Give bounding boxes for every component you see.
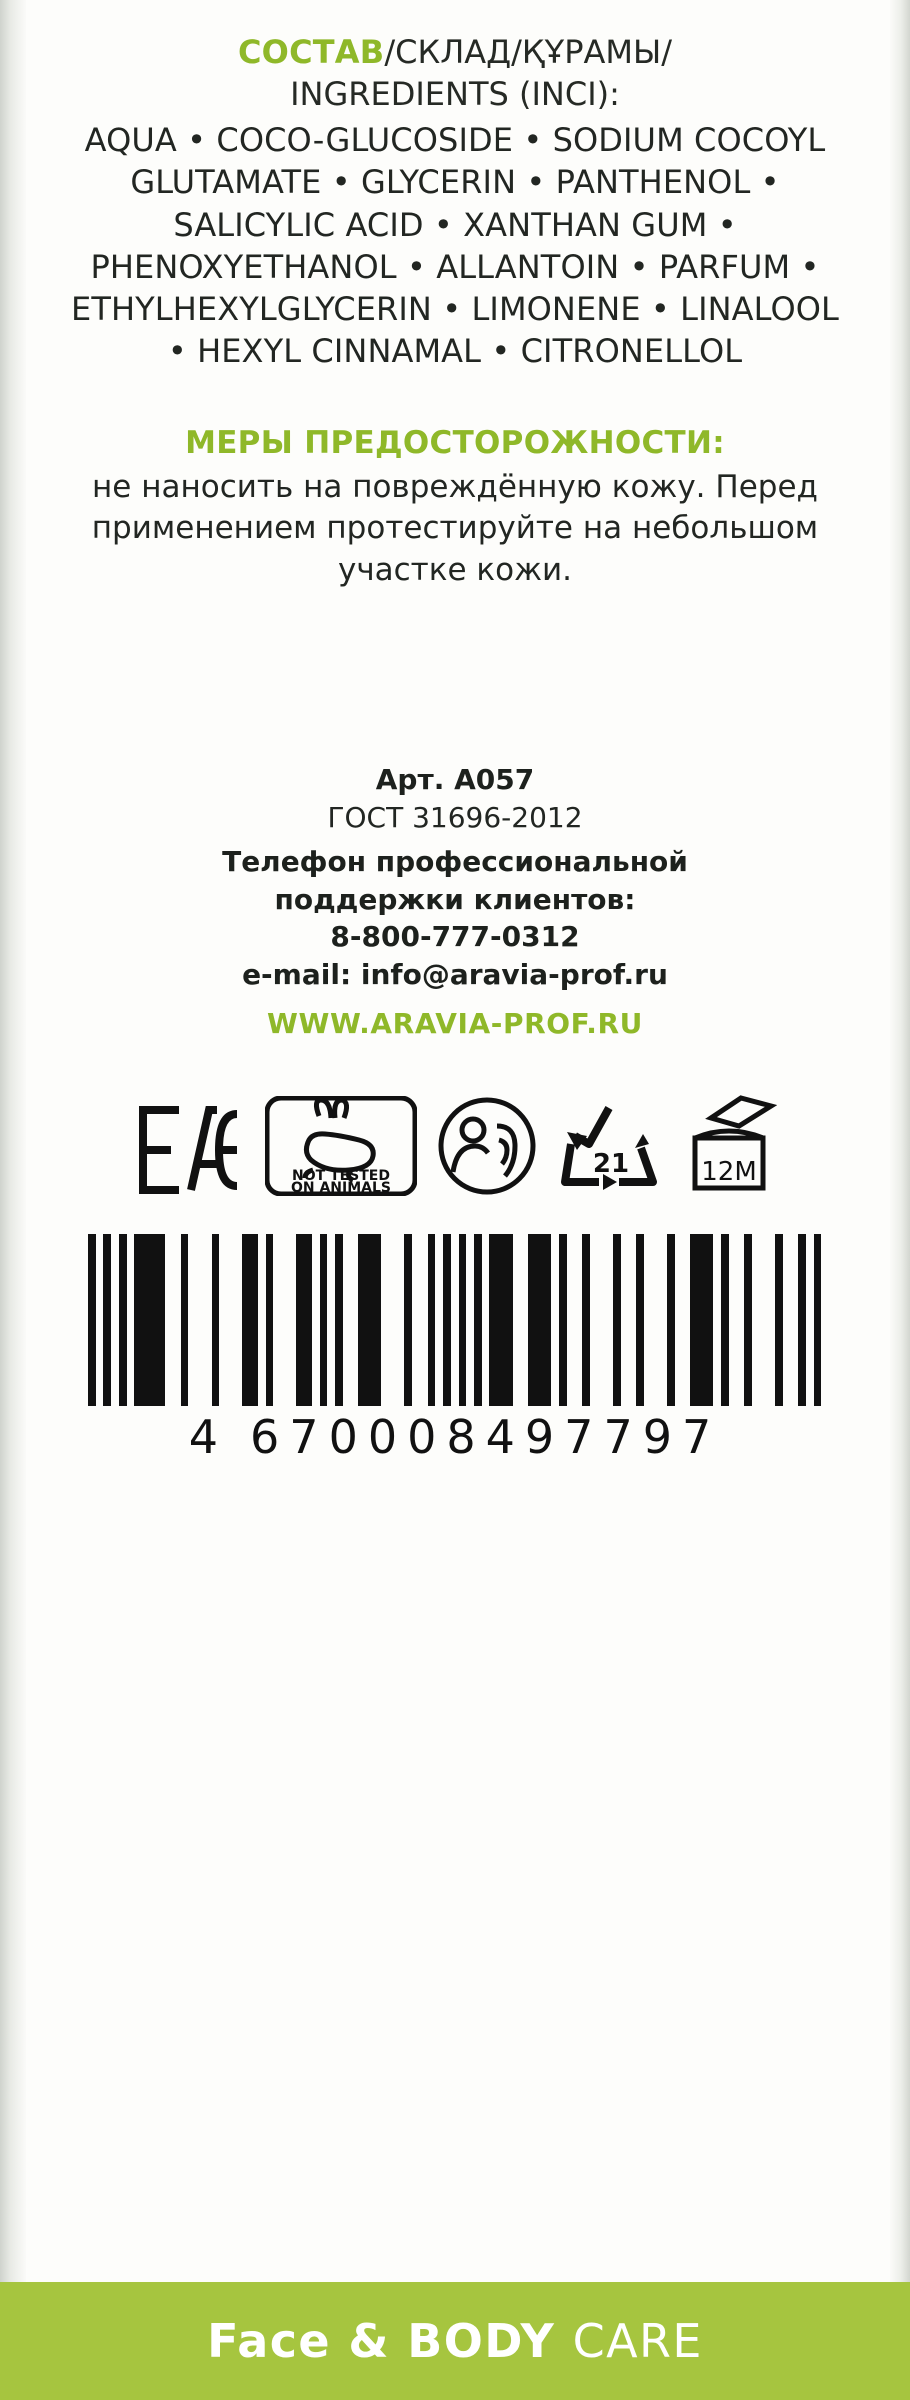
ingredients-heading-inci: INGREDIENTS (INCI): xyxy=(290,74,620,113)
support-phone: 8-800-777-0312 xyxy=(330,920,580,954)
not-tested-on-animals-icon xyxy=(265,1096,417,1196)
barcode-first-digit: 4 xyxy=(188,1409,229,1464)
caution-title: МЕРЫ ПРЕДОСТОРОЖНОСТИ: xyxy=(185,424,725,461)
caution-text: не наносить на повреждённую кожу. Перед применением протестируйте на небольшом участке кожи. xyxy=(91,468,819,588)
footer-text-bold: Face & BODY xyxy=(207,2314,556,2368)
recycle-code-label: 21 xyxy=(592,1148,630,1179)
article-number: Арт. A057 xyxy=(375,763,535,797)
support-email: e-mail: info@aravia-prof.ru xyxy=(242,958,668,992)
not-tested-label-line1: NOT TESTED xyxy=(292,1167,390,1184)
ingredients-heading-ru: СОСТАВ xyxy=(237,33,385,71)
period-after-opening-icon xyxy=(681,1092,777,1196)
support-label-line1: Телефон профессиональной xyxy=(222,845,688,879)
manufacturer-info-section xyxy=(58,761,852,1039)
pao-label: 12M xyxy=(701,1156,757,1187)
recycle-triangle-icon xyxy=(557,1100,661,1196)
ingredients-list: AQUA • COCO-GLUCOSIDE • SODIUM COCOYL GLUTAMATE • GLYCERIN • PANTHENOL • SALICYLIC ACID • XANTHAN GUM • PHENOXYETHANOL • ALLANTOIN • PARFUM • ETHYLHEXYLGLYCERIN • LIMONENE • LINALOOL • HEXYL CINNAMAL • CITRONELLOL xyxy=(71,121,839,371)
barcode-block xyxy=(58,1234,852,1464)
eac-mark-icon xyxy=(133,1104,245,1196)
website-url: WWW.ARAVIA-PROF.RU xyxy=(266,1006,644,1040)
ingredients-heading-translations: /СКЛАД/ҚҰРАМЫ/ xyxy=(384,33,672,71)
caution-section xyxy=(58,425,852,592)
barcode-left-group: 670008 xyxy=(250,1409,486,1464)
barcode-right-group: 497797 xyxy=(485,1409,722,1464)
ingredients-heading xyxy=(58,32,852,74)
read-instructions-icon xyxy=(437,1096,537,1196)
barcode-bars xyxy=(88,1234,822,1406)
support-label-line2: поддержки клиентов: xyxy=(274,882,636,916)
footer-band xyxy=(0,2282,910,2400)
not-tested-label-line2: ON ANIMALS xyxy=(290,1179,392,1196)
compliance-icons-row xyxy=(58,1086,852,1196)
gost-standard: ГОСТ 31696-2012 xyxy=(327,801,583,835)
barcode-digits xyxy=(88,1410,822,1464)
footer-text xyxy=(207,2314,703,2368)
footer-text-light: CARE xyxy=(572,2314,703,2368)
ingredients-section xyxy=(58,32,852,373)
